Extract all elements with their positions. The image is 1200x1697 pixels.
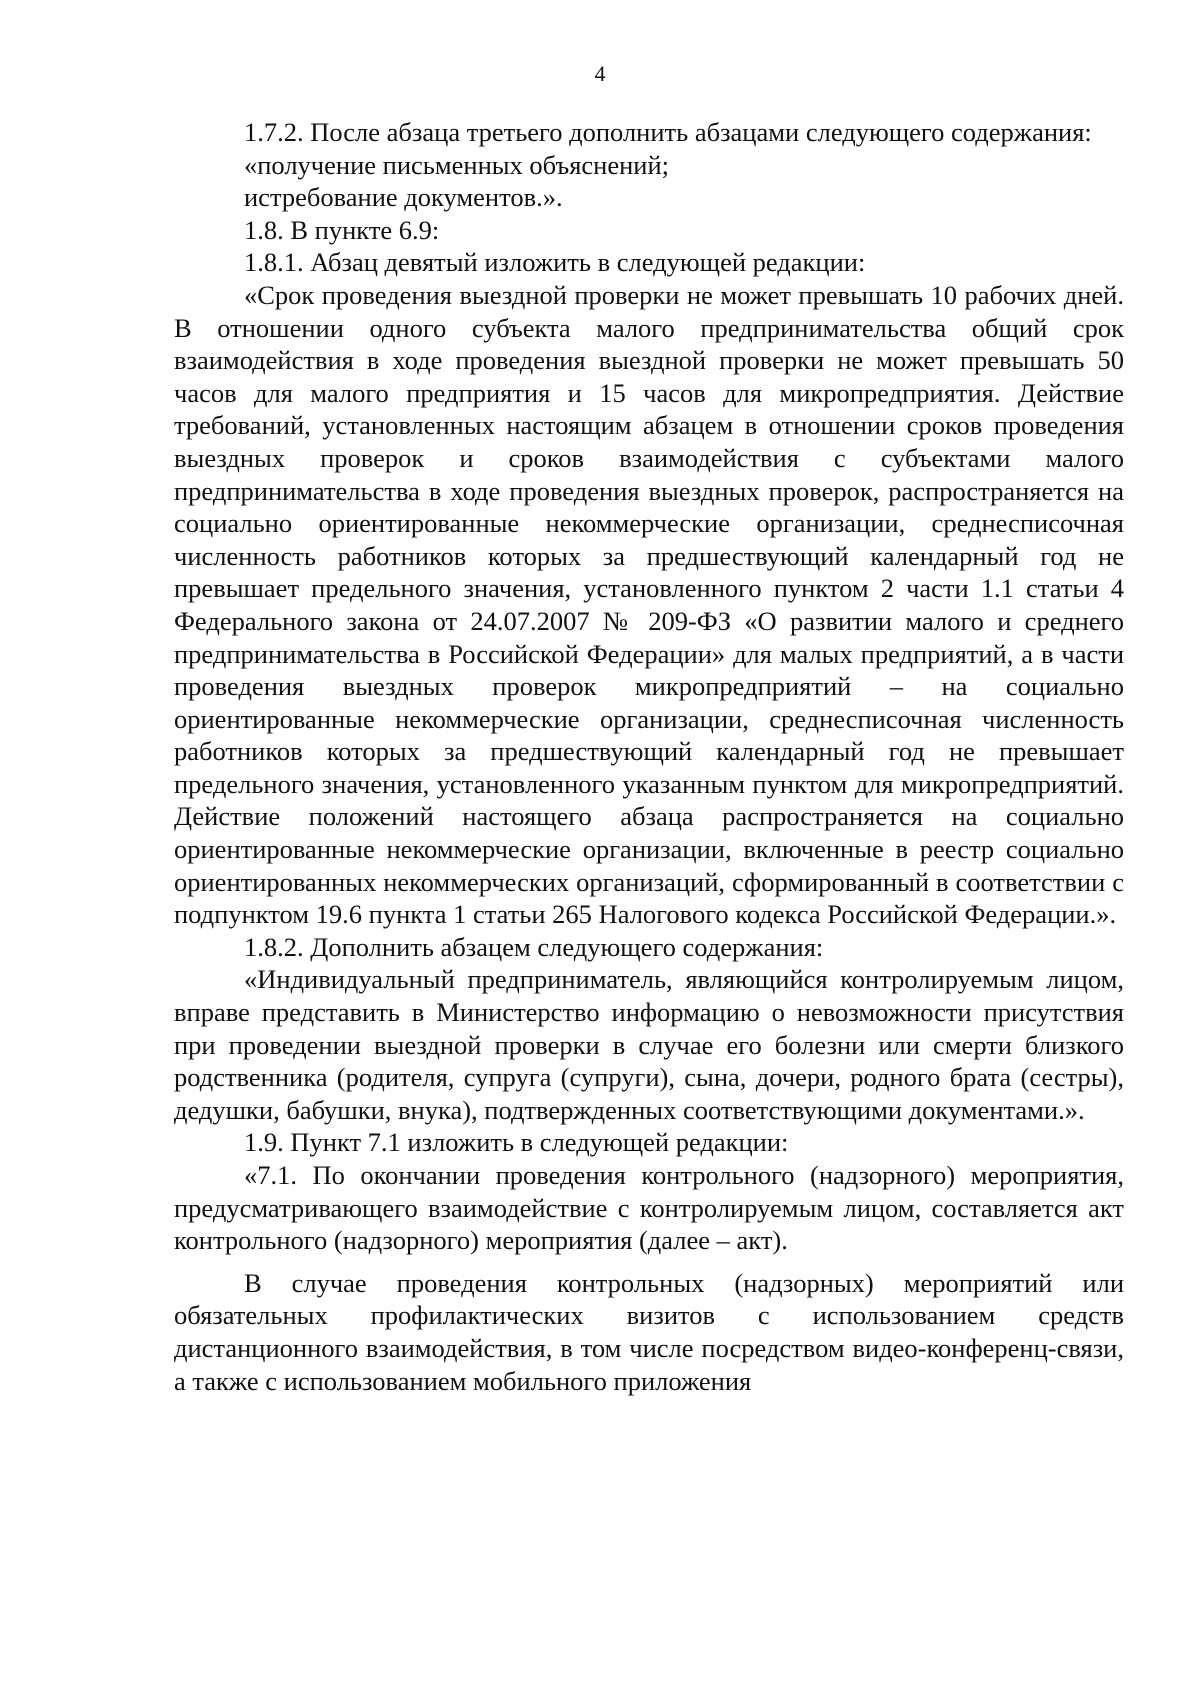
paragraph-entrepreneur-notice: «Индивидуальный предприниматель, являющийся контролируемым лицом, вправе представить в Министерство информацию о невозможности присутствия при проведении выездной проверки в случае его болезни или смерти близкого родственника (родителя, супруга (супруги), сына, дочери, родного брата (сестры), дедушки, бабушки, внука), подтвержденных соответствующими документами.». <box>174 964 1124 1125</box>
paragraph-1-8: 1.8. В пункте 6.9: <box>244 214 440 245</box>
paragraph-remote-interaction: В случае проведения контрольных (надзорных) мероприятий или обязательных профилактических визитов с использованием средств дистанционного взаимодействия, в том числе посредством видео-конференц-связи, а также с использованием мобильного приложения <box>174 1267 1124 1396</box>
paragraph-quote-explanations: «получение письменных объяснений; <box>244 149 670 180</box>
paragraph-documents-request: истребование документов.». <box>244 182 563 213</box>
paragraph-1-7-2: 1.7.2. После абзаца третьего дополнить абзацами следующего содержания: <box>244 117 1092 147</box>
paragraph-7-1: «7.1. По окончании проведения контрольного (надзорного) мероприятия, предусматривающего взаимодействие с контролируемым лицом, составляется акт контрольного (надзорного) мероприятия (далее – акт). <box>174 1160 1124 1256</box>
paragraph-1-8-1: 1.8.1. Абзац девятый изложить в следующей редакции: <box>244 247 866 278</box>
paragraph-1-8-2: 1.8.2. Дополнить абзацем следующего содержания: <box>244 931 824 962</box>
paragraph-inspection-term: «Срок проведения выездной проверки не может превышать 10 рабочих дней. В отношении одного субъекта малого предпринимательства общий срок взаимодействия в ходе проведения выездной проверки не может превышать 50 часов для малого предприятия и 15 часов для микропредприятия. Действие требований, установленных настоящим абзацем в отношении сроков проведения выездных проверок и сроков взаимодействия с субъектами малого предпринимательства в ходе проведения выездных проверок, распространяется на социально ориентированные некоммерческие организации, среднесписочная численность работников которых за предшествующий календарный год не превышает предельного значения, установленного пунктом 2 части 1.1 статьи 4 Федерального закона от 24.07.2007 № 209-ФЗ «О развитии малого и среднего предпринимательства в Российской Федерации» для малых предприятий, а в части проведения выездных проверок микропредприятий – на социально ориентированные некоммерческие организации, среднесписочная численность работников которых за предшествующий календарный год не превышает предельного значения, установленного указанным пунктом для микропредприятий. Действие положений настоящего абзаца распространяется на социально ориентированные некоммерческие организации, включенные в реестр социально ориентированных некоммерческих организаций, сформированный в соответствии с подпунктом 19.6 пункта 1 статьи 265 Налогового кодекса Российской Федерации.». <box>174 279 1124 930</box>
paragraph-1-9: 1.9. Пункт 7.1 изложить в следующей редакции: <box>244 1127 789 1158</box>
document-body <box>174 116 1124 1397</box>
page-number: 4 <box>594 61 606 86</box>
